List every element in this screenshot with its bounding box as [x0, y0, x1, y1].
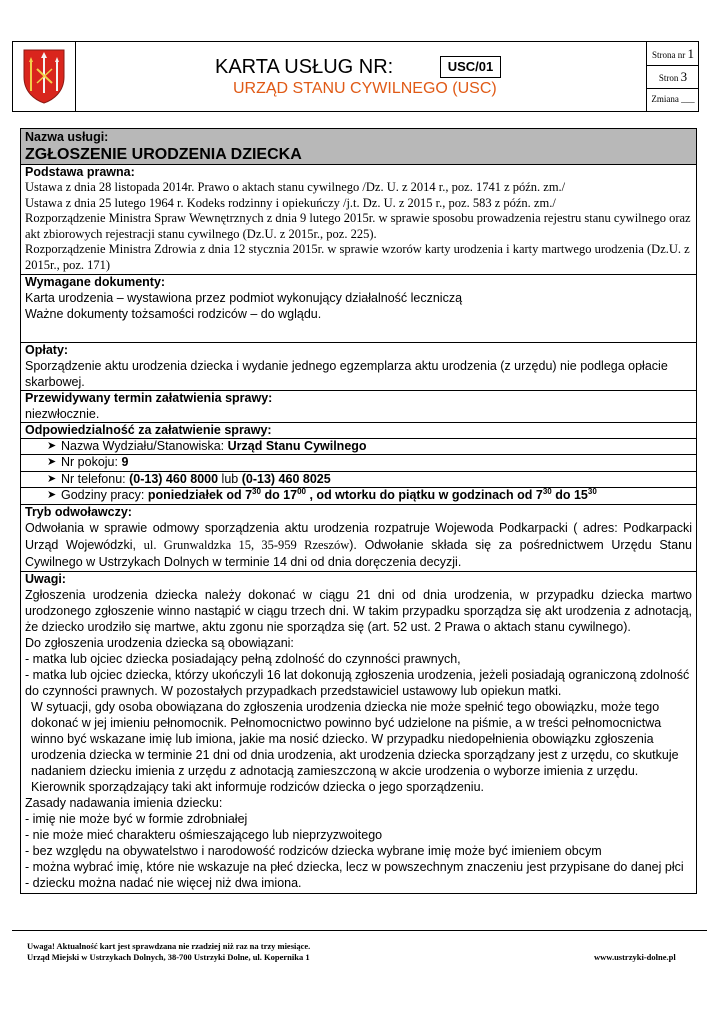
list-item: - można wybrać imię, które nie wskazuje na płeć dziecka, lecz w powszechnym znaczeniu jest przypisane do danej płci: [25, 859, 684, 874]
legal-basis-section: [21, 165, 696, 275]
office-name: URZĄD STANU CYWILNEGO (USC): [233, 80, 497, 97]
legal-basis-line: Ustawa z dnia 25 lutego 1964 r. Kodeks rodzinny i opiekuńczy /j.t. Dz. U. z 2015 r., poz. 583 z późn. zm./: [25, 195, 556, 210]
list-item: - matka lub ojciec dziecka, którzy ukończyli 16 lat dokonują zgłoszenia urodzenia, jeżeli posiadają ograniczoną zdolność do czynności prawnych. W pozostałych przypadkach przedstawiciel ustawowy lub opiekun matki.: [25, 667, 690, 698]
arrow-bullet-icon: ➤: [47, 472, 57, 485]
deadline-section: [21, 391, 696, 423]
service-name-label: Nazwa usługi:: [25, 130, 109, 144]
fees-section: [21, 343, 696, 391]
phone-row: ➤ Nr telefonu: (0-13) 460 8000 lub (0-13) 460 8025: [21, 471, 696, 488]
logo-cell: [13, 42, 76, 111]
footer-divider: [12, 930, 707, 931]
notes-label: Uwagi:: [25, 571, 66, 586]
fees-label: Opłaty:: [25, 342, 69, 357]
document-item: Karta urodzenia – wystawiona przez podmiot wykonujący działalność leczniczą: [25, 290, 463, 305]
appeal-text: Odwołania w sprawie odmowy sporządzenia aktu urodzenia rozpatruje Wojewoda Podkarpacki ( adres: Podkarpacki Urząd Wojewódzki, ul. Grunwaldzka 15, 35-959 Rzeszów). Odwołanie składa się za pośrednictwem Urzędu Stanu Cywilnego w Ustrzykach Dolnych w terminie 14 dni od dnia doręczenia decyzji.: [25, 520, 692, 569]
responsibility-label: Odpowiedzialność za załatwienie sprawy:: [25, 422, 272, 437]
notes-paragraph: Do zgłoszenia urodzenia dziecka są obowiązani:: [25, 635, 294, 650]
documents-section: [21, 275, 696, 343]
footer-address: Urząd Miejski w Ustrzykach Dolnych, 38-700 Ustrzyki Dolne, ul. Kopernika 1: [27, 952, 310, 962]
list-item: - dziecku można nadać nie więcej niż dwa imiona.: [25, 875, 302, 890]
page-footer: [0, 930, 725, 1024]
footer-warning: Uwaga! Aktualność kart jest sprawdzana nie rzadziej niż raz na trzy miesiące.: [27, 941, 311, 951]
list-item: - matka lub ojciec dziecka posiadający pełną zdolność do czynności prawnych,: [25, 651, 461, 666]
arrow-bullet-icon: ➤: [47, 456, 57, 469]
arrow-bullet-icon: ➤: [47, 439, 57, 452]
hours-row: ➤ Godziny pracy: poniedziałek od $7^{30}$ do $17^{00}$ , od wtorku do piątku w godzinach od $7^{30}$ do $15^{30}$: [21, 487, 696, 504]
deadline-text: niezwłocznie.: [25, 406, 100, 421]
footer-website[interactable]: www.ustrzyki-dolne.pl: [594, 952, 676, 962]
list-item: - imię nie może być w formie zdrobniałej: [25, 811, 248, 826]
notes-section: [21, 572, 696, 893]
appeal-label: Tryb odwoławczy:: [25, 504, 132, 519]
notes-paragraph: Zasady nadawania imienia dziecku:: [25, 795, 223, 810]
documents-label: Wymagane dokumenty:: [25, 274, 166, 289]
legal-basis-line: Rozporządzenie Ministra Spraw Wewnętrznych z dnia 9 lutego 2015r. w sprawie sposobu prowadzenia rejestru stanu cywilnego oraz akt zbiorowych rejestracji stanu cywilnego (Dz.U. z 2015r., poz. 225).: [25, 211, 691, 241]
list-item: - bez względu na obywatelstwo i narodowość rodziców dziecka wybrane imię może być imieniem obcym: [25, 843, 602, 858]
card-header: [12, 41, 699, 112]
room-row: ➤ Nr pokoju: 9: [21, 454, 696, 471]
notes-paragraph: Zgłoszenia urodzenia dziecka należy dokonać w ciągu 21 dni od dnia urodzenia, w przypadku dziecka martwo urodzonego zgłoszenie winno nastąpić w ciągu trzech dni. W takim przypadku sporządza się akt urodzenia z adnotacją, że dziecko urodziło się martwe, aktu zgonu nie sporządza się (art. 52 ust. 2 Prawa o aktach stanu cywilnego).: [25, 587, 692, 634]
page-count: Stron 3: [647, 65, 699, 89]
arrow-bullet-icon: ➤: [47, 489, 57, 502]
appeal-section: [21, 505, 696, 572]
revision: Zmiana ___: [651, 94, 695, 104]
card-title: KARTA USŁUG NR:: [215, 56, 394, 78]
responsibility-section: [21, 423, 696, 505]
list-item: - nie może mieć charakteru ośmieszającego lub nieprzyzwoitego: [25, 827, 383, 842]
legal-basis-line: Ustawa z dnia 28 listopada 2014r. Prawo o aktach stanu cywilnego /Dz. U. z 2014 r., poz. 1741 z późn. zm./: [25, 180, 566, 194]
fees-text: Sporządzenie aktu urodzenia dziecka i wydanie jednego egzemplarza aktu urodzenia (z urzędu) nie podlega opłacie skarbowej.: [25, 358, 668, 389]
card-number-box: USC/01: [440, 56, 501, 78]
service-name: ZGŁOSZENIE URODZENIA DZIECKA: [25, 146, 302, 163]
document-item: Ważne dokumenty tożsamości rodziców – do wglądu.: [25, 306, 322, 321]
title-cell: [75, 42, 647, 111]
legal-basis-label: Podstawa prawna:: [25, 165, 135, 179]
deadline-label: Przewidywany termin załatwienia sprawy:: [25, 390, 273, 405]
service-name-section: [21, 129, 696, 165]
unit-row: ➤ Nazwa Wydziału/Stanowiska: Urząd Stanu Cywilnego: [21, 438, 696, 455]
coat-of-arms-icon: [21, 47, 67, 105]
notes-paragraph: W sytuacji, gdy osoba obowiązana do zgłoszenia urodzenia dziecka nie może spełnić tego obowiązku, może tego dokonać w jej imieniu pełnomocnik. Pełnomocnictwo powinno być udzielone na piśmie, a w treści pełnomocnictwa winno być wskazane imię lub imiona, jakie ma nosić dziecko. W przypadku niedopełnienia obowiązku zgłoszenia urodzenia dziecka w terminie 21 dni od dnia urodzenia, akt urodzenia dziecka sporządzany jest z urzędu, co skutkuje nadaniem dziecku imienia z urzędu z adnotacją zamieszczoną w akcie urodzenia o wyborze imienia z urzędu. Kierownik sporządzający taki akt informuje rodziców dziecka o jego sporządzeniu.: [31, 699, 679, 794]
service-card: [20, 128, 697, 894]
legal-basis-line: Rozporządzenie Ministra Zdrowia z dnia 12 stycznia 2015r. w sprawie wzorów karty urodzenia i karty martwego urodzenia (Dz.U. z 2015r., poz. 171): [25, 242, 690, 272]
page-number: Strona nr 1: [647, 42, 699, 66]
page-meta: [647, 42, 699, 111]
